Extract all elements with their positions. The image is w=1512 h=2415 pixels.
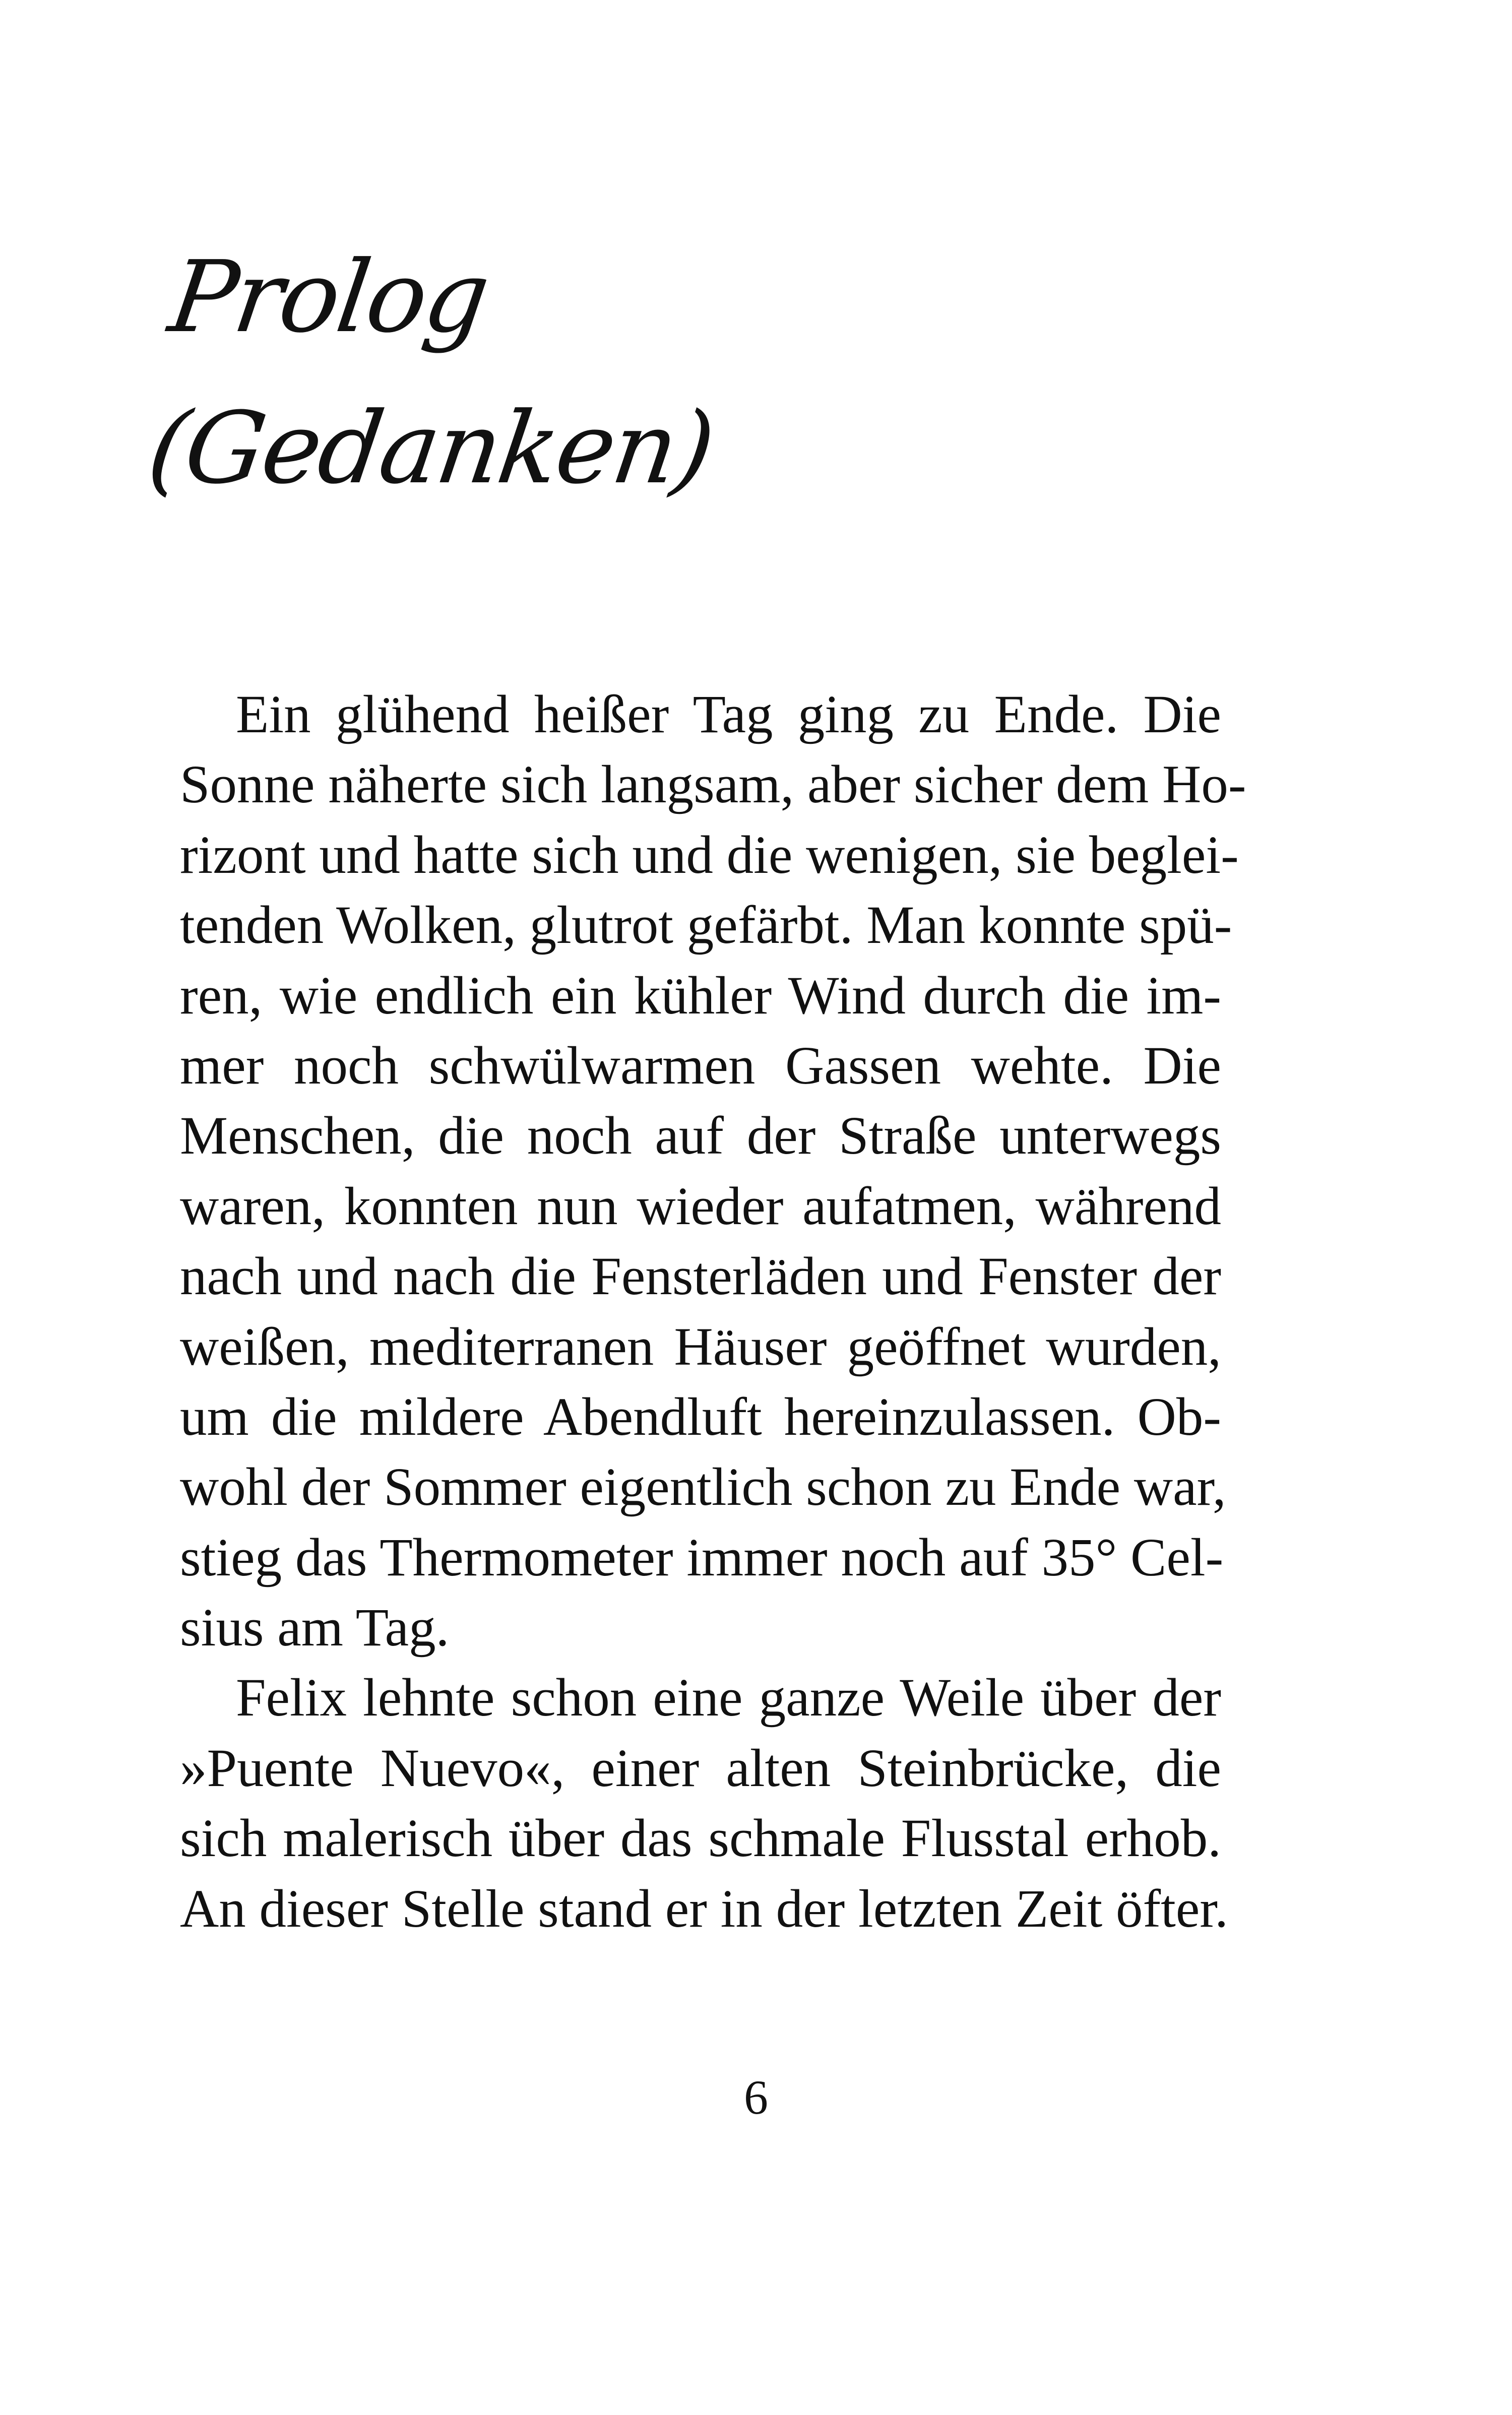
text-line: nach und nach die Fensterläden und Fenster der: [180, 1247, 1221, 1307]
text-line: Sonne näherte sich langsam, aber sicher dem Ho-: [180, 755, 1246, 815]
text-line: ren, wie endlich ein kühler Wind durch die im-: [180, 966, 1221, 1026]
chapter-title: [139, 222, 743, 524]
page-number: 6: [744, 2070, 768, 2124]
chapter-title-line-1: Prolog: [162, 240, 494, 355]
text-line: Ein glühend heißer Tag ging zu Ende. Die: [236, 685, 1221, 744]
text-line: um die mildere Abendluft hereinzulassen. Ob-: [180, 1387, 1221, 1447]
text-line: An dieser Stelle stand er in der letzten Zeit öfter.: [180, 1879, 1228, 1939]
text-line: tenden Wolken, glutrot gefärbt. Man konnte spü-: [180, 896, 1232, 956]
text-line: stieg das Thermometer immer noch auf 35° Cel-: [180, 1528, 1224, 1587]
chapter-title-line-2: (Gedanken): [141, 391, 720, 506]
text-line: mer noch schwülwarmen Gassen wehte. Die: [180, 1036, 1221, 1096]
text-line: »Puente Nuevo«, einer alten Steinbrücke, die: [180, 1738, 1221, 1798]
text-line-paragraph-end: sius am Tag.: [180, 1598, 450, 1658]
text-line: Menschen, die noch auf der Straße unterwegs: [180, 1106, 1221, 1166]
text-line: waren, konnten nun wieder aufatmen, während: [180, 1176, 1221, 1236]
text-line: wohl der Sommer eigentlich schon zu Ende war,: [180, 1457, 1226, 1517]
text-line: rizont und hatte sich und die wenigen, sie beglei-: [180, 825, 1239, 885]
text-line: sich malerisch über das schmale Flusstal erhob.: [180, 1809, 1221, 1869]
text-line: weißen, mediterranen Häuser geöffnet wurden,: [180, 1317, 1221, 1377]
text-line: Felix lehnte schon eine ganze Weile über der: [236, 1668, 1221, 1728]
body-text: [180, 680, 1246, 1944]
